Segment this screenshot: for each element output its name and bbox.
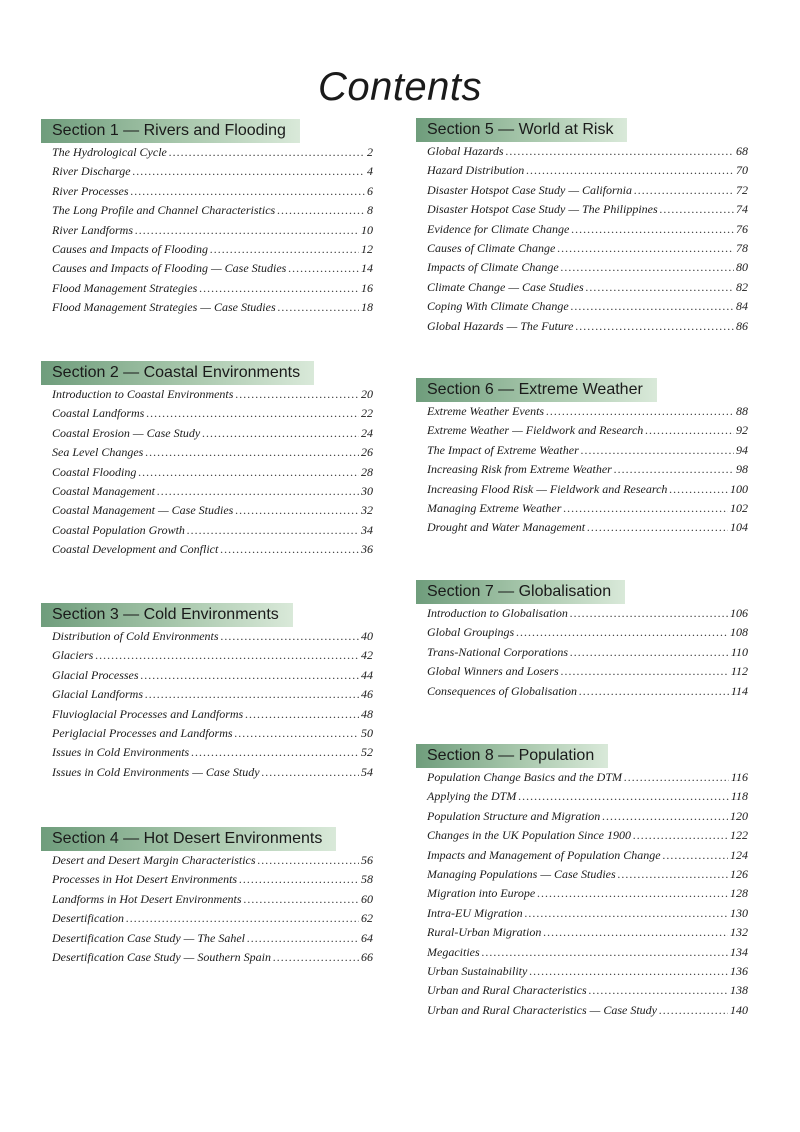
dot-leader <box>645 423 734 438</box>
toc-entry[interactable] <box>416 664 748 683</box>
toc-entry-page-number: 124 <box>730 847 748 862</box>
dot-leader <box>557 241 734 256</box>
toc-entry-page-number: 52 <box>361 745 373 760</box>
toc-entry-title: Population Structure and Migration <box>427 808 601 823</box>
toc-entry-title: The Impact of Extreme Weather <box>427 442 579 457</box>
toc-entry[interactable] <box>416 886 748 905</box>
dot-leader <box>579 684 729 699</box>
toc-entry-page-number: 114 <box>730 683 748 698</box>
toc-entry-title: Extreme Weather — Fieldwork and Research <box>427 423 644 438</box>
dot-leader <box>525 906 728 921</box>
toc-entry-title: Glacial Processes <box>52 667 139 682</box>
toc-entry-page-number: 60 <box>361 891 373 906</box>
dot-leader <box>239 872 359 887</box>
toc-entry[interactable] <box>416 501 748 520</box>
toc-entry-title: River Processes <box>52 183 129 198</box>
toc-entry-page-number: 6 <box>367 183 373 198</box>
toc-entry-page-number: 28 <box>361 464 373 479</box>
toc-entry[interactable] <box>41 203 373 222</box>
section-header: Section 8 — Population <box>416 744 608 768</box>
toc-entry-title: Increasing Risk from Extreme Weather <box>427 462 612 477</box>
dot-leader <box>561 260 734 275</box>
toc-entry-page-number: 94 <box>736 442 748 457</box>
toc-entry-title: Rural-Urban Migration <box>427 925 542 940</box>
toc-entry[interactable] <box>416 163 748 182</box>
toc-entry-title: Disaster Hotspot Case Study — The Philippines <box>427 202 658 217</box>
section-header: Section 4 — Hot Desert Environments <box>41 827 336 851</box>
toc-entry-page-number: 8 <box>367 203 373 218</box>
toc-entry-title: Applying the DTM <box>427 789 517 804</box>
toc-entry-page-number: 136 <box>730 963 748 978</box>
toc-entry-title: Managing Extreme Weather <box>427 500 562 515</box>
section-block-section-2 <box>41 361 373 562</box>
toc-entry[interactable] <box>416 770 748 789</box>
toc-entry[interactable] <box>41 426 373 445</box>
dot-leader <box>659 1003 728 1018</box>
section-header: Section 5 — World at Risk <box>416 118 627 142</box>
dot-leader <box>526 163 734 178</box>
toc-entry-page-number: 88 <box>736 404 748 418</box>
toc-entry-title: Changes in the UK Population Since 1900 <box>427 828 631 843</box>
toc-entry-page-number: 140 <box>730 1002 748 1017</box>
toc-entry[interactable] <box>416 964 748 983</box>
toc-entry-title: Distribution of Cold Environments <box>52 629 219 643</box>
toc-entry-title: Global Winners and Losers <box>427 664 559 679</box>
toc-entry-page-number: 12 <box>361 241 373 256</box>
toc-entry-title: Impacts of Climate Change <box>427 260 559 275</box>
dot-leader <box>199 281 359 296</box>
toc-entry-title: Global Hazards <box>427 144 504 158</box>
dot-leader <box>537 886 728 901</box>
dot-leader <box>126 911 359 926</box>
toc-entry[interactable] <box>416 183 748 202</box>
dot-leader <box>235 503 359 518</box>
toc-list <box>416 144 748 338</box>
toc-entry-page-number: 66 <box>361 949 373 964</box>
section-header: Section 1 — Rivers and Flooding <box>41 119 300 143</box>
toc-entry-page-number: 102 <box>730 500 748 515</box>
toc-entry[interactable] <box>41 745 373 764</box>
dot-leader <box>202 426 359 441</box>
dot-leader <box>138 465 359 480</box>
toc-entry-title: Global Hazards — The Future <box>427 318 574 333</box>
toc-entry-page-number: 72 <box>736 182 748 197</box>
toc-entry-page-number: 34 <box>361 522 373 537</box>
toc-entry[interactable] <box>41 145 373 164</box>
toc-entry-page-number: 74 <box>736 202 748 217</box>
toc-entry-title: Desertification Case Study — The Sahel <box>52 930 245 945</box>
toc-entry-title: Urban and Rural Characteristics <box>427 983 587 998</box>
dot-leader <box>145 687 359 702</box>
dot-leader <box>146 406 359 421</box>
toc-entry-title: Consequences of Globalisation <box>427 683 577 698</box>
dot-leader <box>634 183 734 198</box>
toc-entry-page-number: 42 <box>361 648 373 663</box>
toc-entry-title: Extreme Weather Events <box>427 404 545 418</box>
toc-list <box>416 404 748 540</box>
toc-entry[interactable] <box>41 687 373 706</box>
dot-leader <box>235 726 359 741</box>
toc-entry[interactable] <box>41 931 373 950</box>
toc-entry-page-number: 132 <box>730 925 748 940</box>
toc-entry[interactable] <box>416 319 748 338</box>
toc-entry[interactable] <box>41 406 373 425</box>
toc-entry[interactable] <box>416 1003 748 1022</box>
toc-entry[interactable] <box>416 684 748 703</box>
toc-entry[interactable] <box>41 503 373 522</box>
dot-leader <box>660 202 734 217</box>
section-header: Section 6 — Extreme Weather <box>416 378 657 402</box>
toc-entry-title: Coastal Development and Conflict <box>52 542 219 557</box>
toc-entry-page-number: 14 <box>361 261 373 276</box>
toc-entry-page-number: 58 <box>361 872 373 887</box>
toc-entry-title: Drought and Water Management <box>427 520 586 535</box>
dot-leader <box>482 945 728 960</box>
toc-entry-title: Glaciers <box>52 648 94 663</box>
toc-entry-title: Causes and Impacts of Flooding <box>52 241 208 256</box>
toc-entry-title: Introduction to Globalisation <box>427 606 568 620</box>
toc-entry[interactable] <box>416 280 748 299</box>
page-title: Contents <box>317 64 483 109</box>
toc-entry-page-number: 30 <box>361 483 373 498</box>
toc-entry-page-number: 2 <box>367 145 373 159</box>
toc-list <box>41 387 373 562</box>
dot-leader <box>669 482 728 497</box>
dot-leader <box>529 964 728 979</box>
toc-entry-page-number: 68 <box>736 144 748 158</box>
dot-leader <box>575 319 734 334</box>
toc-entry-page-number: 130 <box>730 905 748 920</box>
dot-leader <box>95 648 359 663</box>
toc-entry-title: Migration into Europe <box>427 886 536 901</box>
toc-entry-title: Sea Level Changes <box>52 445 144 460</box>
dot-leader <box>624 770 729 785</box>
toc-entry-page-number: 134 <box>730 944 748 959</box>
toc-entry-page-number: 36 <box>361 542 373 557</box>
toc-entry[interactable] <box>416 809 748 828</box>
toc-entry-page-number: 100 <box>730 481 748 496</box>
toc-entry[interactable] <box>416 462 748 481</box>
toc-entry[interactable] <box>41 242 373 261</box>
toc-entry[interactable] <box>41 484 373 503</box>
toc-entry-title: Coastal Management — Case Studies <box>52 503 234 518</box>
section-block-section-7 <box>416 580 748 703</box>
dot-leader <box>133 164 365 179</box>
dot-leader <box>570 645 729 660</box>
toc-entry[interactable] <box>416 906 748 925</box>
dot-leader <box>278 300 359 315</box>
toc-entry-title: Introduction to Coastal Environments <box>52 387 234 401</box>
dot-leader <box>273 950 359 965</box>
toc-entry[interactable] <box>41 872 373 891</box>
dot-leader <box>581 443 734 458</box>
toc-entry-page-number: 62 <box>361 911 373 926</box>
toc-entry[interactable] <box>41 164 373 183</box>
toc-entry[interactable] <box>41 223 373 242</box>
toc-entry[interactable] <box>41 523 373 542</box>
dot-leader <box>187 523 359 538</box>
dot-leader <box>518 789 729 804</box>
dot-leader <box>587 520 728 535</box>
toc-entry-title: Population Change Basics and the DTM <box>427 770 622 784</box>
toc-entry-title: Periglacial Processes and Landforms <box>52 725 233 740</box>
dot-leader <box>633 828 728 843</box>
toc-entry-page-number: 86 <box>736 318 748 333</box>
toc-entry[interactable] <box>416 260 748 279</box>
toc-entry[interactable] <box>416 606 748 625</box>
toc-entry-page-number: 104 <box>730 520 748 535</box>
toc-entry-page-number: 92 <box>736 423 748 438</box>
toc-entry-page-number: 32 <box>361 503 373 518</box>
toc-entry-page-number: 20 <box>361 387 373 401</box>
toc-entry-page-number: 122 <box>730 828 748 843</box>
toc-entry-title: Landforms in Hot Desert Environments <box>52 891 242 906</box>
dot-leader <box>262 765 359 780</box>
toc-entry-title: Flood Management Strategies <box>52 280 198 295</box>
toc-entry-page-number: 76 <box>736 221 748 236</box>
toc-entry-title: Hazard Distribution <box>427 163 525 178</box>
dot-leader <box>563 501 728 516</box>
dot-leader <box>135 223 359 238</box>
dot-leader <box>543 925 728 940</box>
dot-leader <box>220 542 359 557</box>
toc-entry[interactable] <box>416 983 748 1002</box>
dot-leader <box>618 867 728 882</box>
toc-entry-title: Flood Management Strategies — Case Studies <box>52 300 276 315</box>
toc-entry[interactable] <box>416 202 748 221</box>
toc-entry-title: Evidence for Climate Change <box>427 221 570 236</box>
toc-entry-title: River Landforms <box>52 222 133 237</box>
toc-entry-title: Glacial Landforms <box>52 687 144 702</box>
toc-entry-title: Intra-EU Migration <box>427 905 523 920</box>
toc-entry-title: Fluvioglacial Processes and Landforms <box>52 706 244 721</box>
toc-entry-page-number: 56 <box>361 853 373 867</box>
toc-entry[interactable] <box>41 387 373 406</box>
section-block-section-1 <box>41 119 373 320</box>
toc-entry-page-number: 84 <box>736 299 748 314</box>
toc-entry-page-number: 112 <box>730 664 748 679</box>
toc-entry[interactable] <box>41 707 373 726</box>
dot-leader <box>586 280 734 295</box>
dot-leader <box>210 242 359 257</box>
toc-entry-page-number: 126 <box>730 866 748 881</box>
toc-entry[interactable] <box>416 828 748 847</box>
dot-leader <box>506 144 734 159</box>
section-block-section-5 <box>416 118 748 338</box>
toc-entry[interactable] <box>416 443 748 462</box>
toc-list <box>41 629 373 784</box>
toc-entry-page-number: 40 <box>361 629 373 643</box>
toc-entry[interactable] <box>41 892 373 911</box>
dot-leader <box>571 222 734 237</box>
toc-list <box>41 145 373 320</box>
toc-entry-page-number: 118 <box>730 789 748 804</box>
toc-entry[interactable] <box>41 668 373 687</box>
dot-leader <box>602 809 728 824</box>
toc-entry[interactable] <box>416 222 748 241</box>
dot-leader <box>516 625 728 640</box>
toc-entry[interactable] <box>41 465 373 484</box>
toc-entry[interactable] <box>41 950 373 969</box>
toc-entry-title: Coping With Climate Change <box>427 299 569 314</box>
dot-leader <box>614 462 734 477</box>
toc-entry[interactable] <box>416 423 748 442</box>
toc-entry[interactable] <box>416 645 748 664</box>
toc-entry[interactable] <box>416 144 748 163</box>
toc-entry[interactable] <box>416 848 748 867</box>
dot-leader <box>191 745 359 760</box>
toc-entry-title: Disaster Hotspot Case Study — California <box>427 182 633 197</box>
toc-entry-title: Increasing Flood Risk — Fieldwork and Research <box>427 481 668 496</box>
toc-list <box>416 770 748 1022</box>
toc-entry-page-number: 16 <box>361 280 373 295</box>
toc-entry[interactable] <box>416 945 748 964</box>
toc-entry-page-number: 22 <box>361 406 373 421</box>
toc-entry-page-number: 50 <box>361 725 373 740</box>
toc-entry-title: Coastal Management <box>52 483 155 498</box>
toc-entry[interactable] <box>41 261 373 280</box>
toc-entry-page-number: 110 <box>730 644 748 659</box>
toc-entry-title: Desert and Desert Margin Characteristics <box>52 853 256 867</box>
toc-entry-page-number: 138 <box>730 983 748 998</box>
dot-leader <box>546 404 734 419</box>
toc-entry-title: Managing Populations — Case Studies <box>427 866 616 881</box>
toc-entry-page-number: 82 <box>736 279 748 294</box>
dot-leader <box>244 892 359 907</box>
toc-entry-page-number: 64 <box>361 930 373 945</box>
toc-entry-page-number: 44 <box>361 667 373 682</box>
toc-entry[interactable] <box>41 629 373 648</box>
toc-entry-page-number: 18 <box>361 300 373 315</box>
toc-entry-page-number: 80 <box>736 260 748 275</box>
dot-leader <box>169 145 365 160</box>
section-block-section-4 <box>41 827 373 969</box>
toc-entry[interactable] <box>416 482 748 501</box>
toc-entry-title: Processes in Hot Desert Environments <box>52 872 238 887</box>
toc-entry-page-number: 128 <box>730 886 748 901</box>
toc-entry[interactable] <box>41 853 373 872</box>
dot-leader <box>145 445 359 460</box>
dot-leader <box>277 203 365 218</box>
toc-entry-title: Global Groupings <box>427 625 515 640</box>
section-header: Section 3 — Cold Environments <box>41 603 293 627</box>
toc-entry-page-number: 108 <box>730 625 748 640</box>
toc-entry[interactable] <box>416 520 748 539</box>
toc-entry[interactable] <box>416 625 748 644</box>
dot-leader <box>235 387 359 402</box>
toc-entry[interactable] <box>41 281 373 300</box>
toc-entry[interactable] <box>41 542 373 561</box>
toc-entry-title: Coastal Erosion — Case Study <box>52 425 201 440</box>
toc-entry[interactable] <box>41 300 373 319</box>
dot-leader <box>570 606 728 621</box>
toc-entry-page-number: 48 <box>361 706 373 721</box>
toc-entry-page-number: 120 <box>730 808 748 823</box>
toc-entry-page-number: 10 <box>361 222 373 237</box>
toc-entry[interactable] <box>416 241 748 260</box>
toc-entry[interactable] <box>416 867 748 886</box>
toc-entry-page-number: 24 <box>361 425 373 440</box>
section-block-section-3 <box>41 603 373 784</box>
toc-entry-title: Desertification <box>52 911 124 926</box>
toc-entry-title: Megacities <box>427 944 480 959</box>
toc-entry[interactable] <box>416 299 748 318</box>
toc-entry-title: The Hydrological Cycle <box>52 145 167 159</box>
toc-entry-page-number: 26 <box>361 445 373 460</box>
toc-entry-title: The Long Profile and Channel Characteristics <box>52 203 276 218</box>
toc-entry-title: Coastal Flooding <box>52 464 137 479</box>
dot-leader <box>288 261 359 276</box>
toc-entry-title: Climate Change — Case Studies <box>427 279 584 294</box>
dot-leader <box>141 668 359 683</box>
toc-entry-title: Issues in Cold Environments <box>52 745 190 760</box>
toc-list <box>416 606 748 703</box>
toc-entry-title: Issues in Cold Environments — Case Study <box>52 764 260 779</box>
dot-leader <box>561 664 729 679</box>
toc-entry[interactable] <box>41 648 373 667</box>
toc-entry-title: Trans-National Corporations <box>427 644 569 659</box>
toc-entry-page-number: 70 <box>736 163 748 178</box>
toc-entry-title: Causes of Climate Change <box>427 240 556 255</box>
toc-entry[interactable] <box>416 925 748 944</box>
toc-entry[interactable] <box>41 445 373 464</box>
toc-entry-page-number: 46 <box>361 687 373 702</box>
section-header: Section 7 — Globalisation <box>416 580 625 604</box>
toc-entry-title: Urban Sustainability <box>427 963 528 978</box>
toc-entry-title: Impacts and Management of Population Change <box>427 847 661 862</box>
dot-leader <box>258 853 359 868</box>
toc-entry-title: Urban and Rural Characteristics — Case Study <box>427 1002 657 1017</box>
toc-entry[interactable] <box>416 789 748 808</box>
toc-entry-page-number: 106 <box>730 606 748 620</box>
toc-entry[interactable] <box>41 726 373 745</box>
toc-entry-page-number: 78 <box>736 240 748 255</box>
toc-entry-title: Coastal Landforms <box>52 406 145 421</box>
toc-entry-page-number: 98 <box>736 462 748 477</box>
dot-leader <box>131 184 365 199</box>
dot-leader <box>589 983 728 998</box>
toc-entry-page-number: 54 <box>361 764 373 779</box>
toc-entry-title: Coastal Population Growth <box>52 522 185 537</box>
toc-entry-title: Causes and Impacts of Flooding — Case Studies <box>52 261 287 276</box>
toc-list <box>41 853 373 969</box>
dot-leader <box>247 931 359 946</box>
section-block-section-6 <box>416 378 748 540</box>
toc-entry-page-number: 4 <box>367 164 373 179</box>
dot-leader <box>221 629 359 644</box>
dot-leader <box>571 299 734 314</box>
dot-leader <box>157 484 359 499</box>
toc-entry-title: River Discharge <box>52 164 131 179</box>
toc-entry-title: Desertification Case Study — Southern Spain <box>52 949 271 964</box>
toc-entry[interactable] <box>41 911 373 930</box>
toc-entry[interactable] <box>416 404 748 423</box>
dot-leader <box>245 707 359 722</box>
section-header: Section 2 — Coastal Environments <box>41 361 314 385</box>
section-block-section-8 <box>416 744 748 1022</box>
toc-entry-page-number: 116 <box>730 770 748 784</box>
dot-leader <box>663 848 728 863</box>
toc-entry[interactable] <box>41 765 373 784</box>
toc-entry[interactable] <box>41 184 373 203</box>
